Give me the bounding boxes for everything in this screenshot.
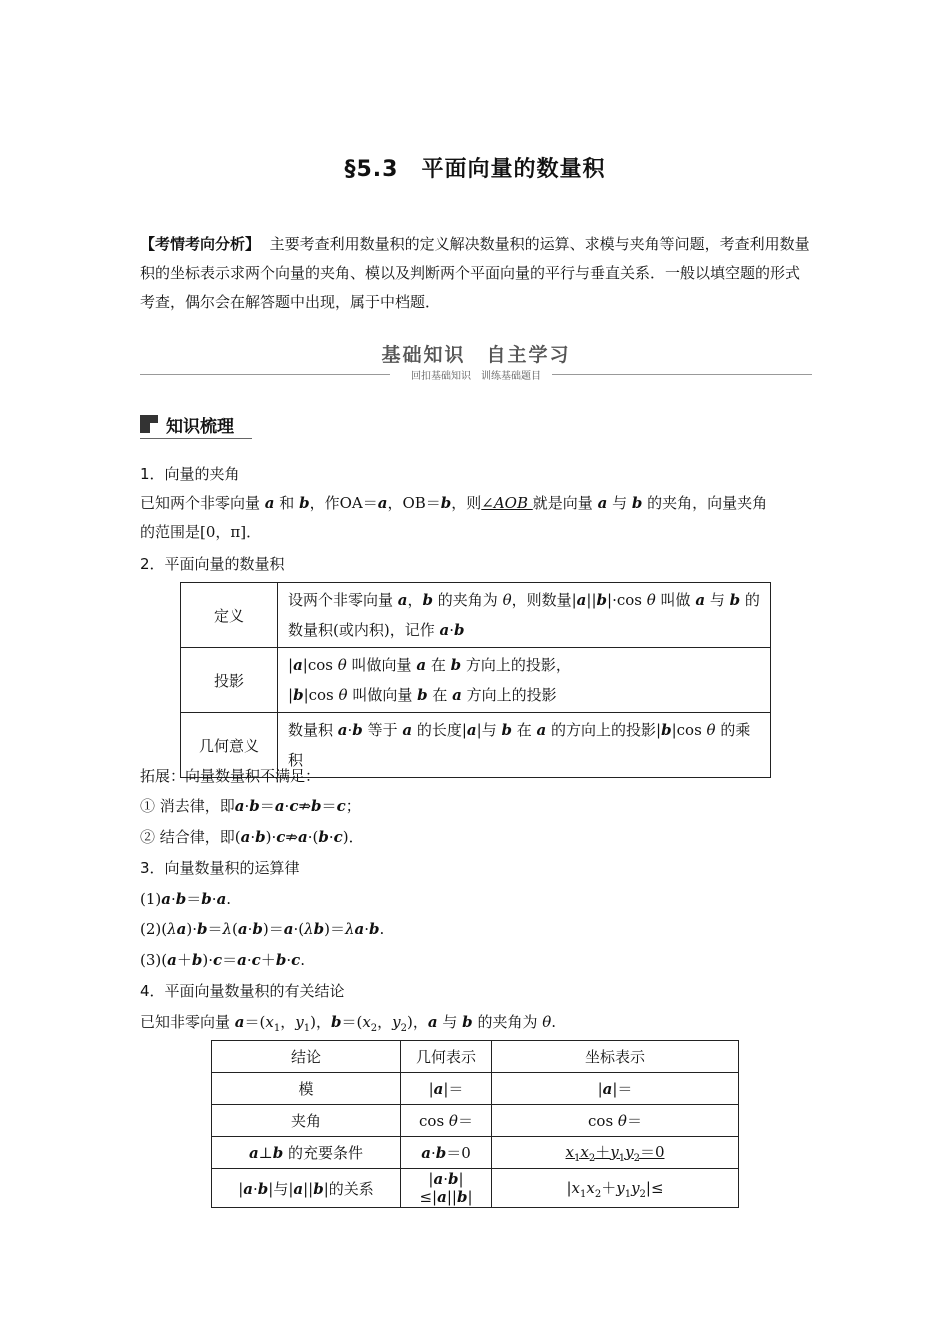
table-cell: $|x_1x_2+y_1y_2|\le$ bbox=[492, 1169, 739, 1208]
table-cell: |a·b|与|a||b|的关系 bbox=[212, 1169, 401, 1208]
heading-2: 2．平面向量的数量积 bbox=[140, 555, 285, 573]
definition-table bbox=[180, 582, 771, 778]
table-cell: a⊥b 的充要条件 bbox=[212, 1137, 401, 1169]
table-cell: 投影 bbox=[181, 648, 278, 713]
heading-1: 1．向量的夹角 bbox=[140, 465, 240, 483]
conclusion-table bbox=[211, 1040, 739, 1208]
table-cell: |a·b|≤|a||b| bbox=[401, 1169, 492, 1208]
table-cell: 夹角 bbox=[212, 1105, 401, 1137]
table-cell: $x_1x_2+y_1y_2=0$ bbox=[492, 1137, 739, 1169]
page-title: §5.3 平面向量的数量积 bbox=[344, 157, 606, 182]
table-cell: |a|＝ bbox=[401, 1073, 492, 1105]
table-row bbox=[181, 648, 771, 713]
intro-tag: 【考情考向分析】 bbox=[140, 235, 261, 253]
law-1: (1)a·b＝b·a. bbox=[140, 890, 232, 908]
table-cell: 模 bbox=[212, 1073, 401, 1105]
para-coords: 已知非零向量 $a=(x_1$，$y_1$)，$b=(x_2$，$y_2$)，a 与 b 的夹角为 θ. bbox=[140, 1013, 557, 1034]
law-3: (3)(a＋b)·c＝a·c＋b·c. bbox=[140, 951, 306, 969]
intro-text: 主要考查利用数量积的定义解决数量积的运算、求模与夹角等问题，考查利用数量积的坐标表示求两个向量的夹角、模以及判断两个平面向量的平行与垂直关系．一般以填空题的形式考查，偶尔会在解答题中出现，属于中档题． bbox=[140, 235, 810, 311]
table-header-row bbox=[212, 1041, 739, 1073]
table-row bbox=[181, 583, 771, 648]
section-subtitle bbox=[140, 366, 812, 384]
para-angle: 已知两个非零向量 a 和 b，作OA＝a，OB＝b，则∠AOB 就是向量 a 与 b 的夹角，向量夹角 bbox=[140, 494, 768, 512]
table-cell: 定义 bbox=[181, 583, 278, 648]
law-2: (2)(λa)·b＝λ(a·b)＝a·(λb)＝λa·b. bbox=[140, 920, 385, 938]
extend-line-1: ① 消去律，即a·b＝a·c⇏b＝c； bbox=[140, 797, 361, 815]
column-header: 结论 bbox=[212, 1041, 401, 1073]
table-row bbox=[212, 1073, 739, 1105]
table-cell: 几何意义 bbox=[181, 713, 278, 778]
table-cell: a·b＝0 bbox=[401, 1137, 492, 1169]
table-cell: cos θ＝ bbox=[492, 1105, 739, 1137]
heading-3: 3．向量数量积的运算律 bbox=[140, 859, 300, 877]
table-cell: |a|cos θ 叫做向量 a 在 b 方向上的投影， |b|cos θ 叫做向量 b 在 a 方向上的投影 bbox=[278, 648, 771, 713]
table-cell: cos θ＝ bbox=[401, 1105, 492, 1137]
intro-paragraph bbox=[140, 230, 812, 317]
extend-head: 拓展：向量数量积不满足： bbox=[140, 767, 321, 785]
extend-line-2: ② 结合律，即(a·b)·c⇏a·(b·c)． bbox=[140, 828, 364, 846]
subsection-heading bbox=[140, 410, 252, 439]
column-header: 几何表示 bbox=[401, 1041, 492, 1073]
subsection-label: 知识梳理 bbox=[166, 417, 234, 437]
table-row bbox=[212, 1169, 739, 1208]
table-row bbox=[212, 1105, 739, 1137]
section-banner: 基础知识 自主学习 bbox=[381, 344, 571, 366]
para-angle-range: 的范围是[0，π]． bbox=[140, 523, 262, 541]
heading-4: 4．平面向量数量积的有关结论 bbox=[140, 982, 345, 1000]
table-cell: |a|＝ bbox=[492, 1073, 739, 1105]
column-header: 坐标表示 bbox=[492, 1041, 739, 1073]
table-cell: 数量积 a·b 等于 a 的长度|a|与 b 在 a 的方向上的投影|b|cos θ 的乘积 bbox=[278, 713, 771, 778]
table-row bbox=[212, 1137, 739, 1169]
section-sub-text: 回扣基础知识 训练基础题目 bbox=[405, 371, 547, 382]
table-cell: 设两个非零向量 a，b 的夹角为 θ，则数量|a||b|·cos θ 叫做 a 与 b 的 数量积(或内积)，记作 a·b bbox=[278, 583, 771, 648]
